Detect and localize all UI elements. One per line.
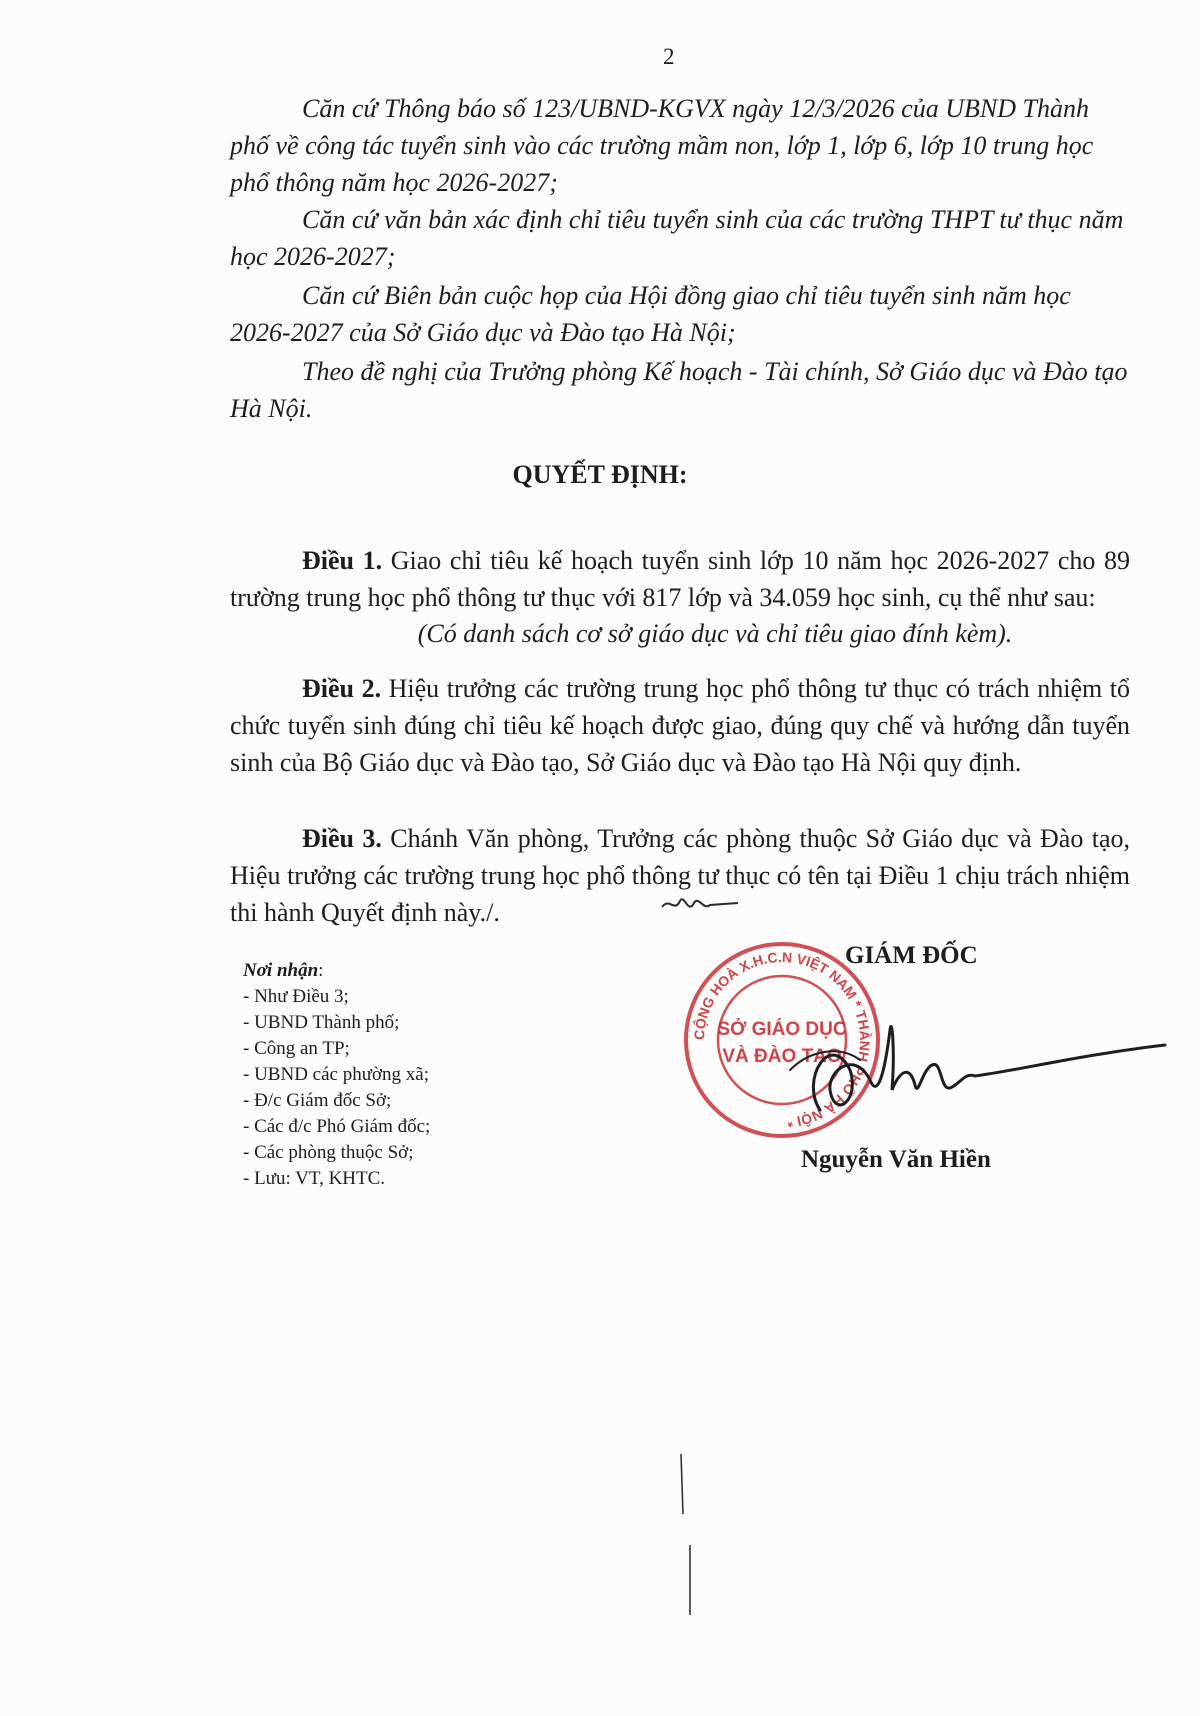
article-2-text: Hiệu trưởng các trường trung học phổ thông tư thục có trách nhiệm tổ chức tuyển sinh đúng chỉ tiêu kế hoạch được giao, đúng quy chế và hướng dẫn tuyển sinh của Bộ Giáo dục và Đào tạo, Sở Giáo dục và Đào tạo Hà Nội quy định. — [230, 674, 1131, 777]
recipient-item: - UBND Thành phố; — [243, 1012, 400, 1033]
recipient-item: - Công an TP; — [243, 1038, 350, 1059]
scan-mark — [688, 1545, 692, 1615]
signer-name: Nguyễn Văn Hiền — [801, 1146, 991, 1173]
article-3-text: Chánh Văn phòng, Trưởng các phòng thuộc Sở Giáo dục và Đào tạo, Hiệu trưởng các trường trung học phổ thông tư thục có tên tại Điều 1 chịu trách nhiệm thi hành Quyết định này./. — [230, 824, 1130, 927]
recipients-title: Nơi nhận — [243, 960, 319, 981]
basis-paragraph-quota-document: Căn cứ văn bản xác định chỉ tiêu tuyển sinh của các trường THPT tư thục năm học 2026-2027; — [230, 205, 1124, 271]
seal-center-line-2: VÀ ĐÀO TẠO — [722, 1046, 842, 1067]
initials-mark — [660, 885, 740, 920]
article-3-label: Điều 3. — [302, 824, 382, 853]
page-number: 2 — [663, 44, 675, 69]
recipient-item: - Như Điều 3; — [243, 986, 349, 1007]
article-1 — [230, 542, 1130, 616]
scan-mark — [680, 1454, 684, 1514]
article-2-label: Điều 2. — [302, 674, 382, 703]
article-1-label: Điều 1. — [302, 546, 383, 575]
recipient-item: - UBND các phường xã; — [243, 1064, 430, 1085]
recipient-item: - Các đ/c Phó Giám đốc; — [243, 1116, 431, 1137]
recipients-heading: Nơi nhận: — [243, 960, 324, 981]
decision-title: QUYẾT ĐỊNH: — [512, 460, 688, 489]
article-2 — [230, 670, 1130, 781]
annex-note: (Có danh sách cơ sở giáo dục và chỉ tiêu giao đính kèm). — [417, 619, 1013, 648]
recipient-item: - Lưu: VT, KHTC. — [243, 1168, 386, 1189]
basis-paragraph-meeting-minutes: Căn cứ Biên bản cuộc họp của Hội đồng giao chỉ tiêu tuyển sinh năm học 2026-2027 của Sở Giáo dục và Đào tạo Hà Nội; — [230, 281, 1071, 347]
handwritten-signature — [760, 1010, 1170, 1130]
recipient-item: - Các phòng thuộc Sở; — [243, 1142, 414, 1163]
seal-center-line-1: SỞ GIÁO DỤC — [717, 1019, 847, 1040]
signer-title: GIÁM ĐỐC — [845, 942, 978, 969]
basis-paragraph-proposal: Theo đề nghị của Trưởng phòng Kế hoạch - Tài chính, Sở Giáo dục và Đào tạo Hà Nội. — [230, 357, 1128, 423]
recipient-item: - Đ/c Giám đốc Sở; — [243, 1090, 392, 1111]
article-1-text: Giao chỉ tiêu kế hoạch tuyển sinh lớp 10 năm học 2026-2027 cho 89 trường trung học phổ thông tư thục với 817 lớp và 34.059 học sinh, cụ thể như sau: — [230, 546, 1131, 612]
seal-ring-text: CỘNG HOÀ X.H.C.N VIỆT NAM * THÀNH PHỐ HÀ NỘI * — [690, 948, 874, 1131]
recipients-block — [243, 958, 430, 1192]
basis-paragraph-notice: Căn cứ Thông báo số 123/UBND-KGVX ngày 12/3/2026 của UBND Thành phố về công tác tuyển sinh vào các trường mầm non, lớp 1, lớp 6, lớp 10 trung học phổ thông năm học 2026-2027; — [230, 94, 1094, 197]
recipients-list — [243, 984, 430, 1192]
